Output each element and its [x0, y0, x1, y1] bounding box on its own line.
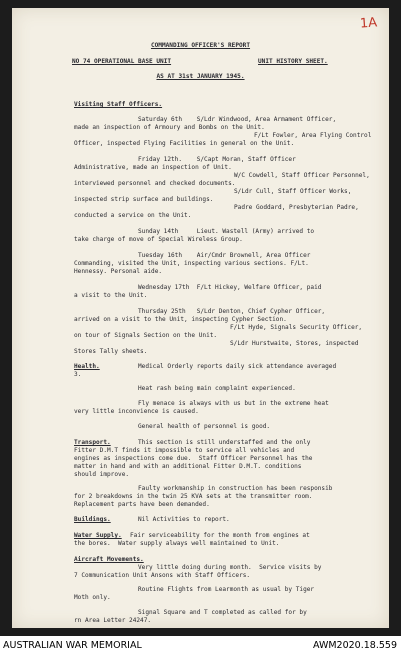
text-line: arrived on a visit to the Unit, inspecting Cypher Section. [74, 316, 287, 323]
text-line: inspected strip surface and buildings. [74, 196, 214, 203]
text-line: 3. [74, 371, 82, 378]
text-line: This section is still understaffed and the only [138, 439, 311, 446]
text-line: Routine Flights from Learmonth as usual by Tiger [138, 586, 315, 593]
archive-footer [0, 636, 401, 653]
text-line: engines as inspections come due. Staff Officer Personnel has the [74, 455, 313, 462]
text-line: General health of personnel is good. [138, 423, 271, 430]
text-line: Commanding, visited the Unit, inspecting various sections. F/Lt. [74, 260, 309, 267]
text-line: the bores. Water supply always well maintained to Unit. [74, 540, 280, 547]
text-line: a visit to the Unit. [74, 292, 148, 299]
archive-name: AUSTRALIAN WAR MEMORIAL [3, 640, 142, 651]
text-line: Friday 12th. S/Capt Moran, Staff Officer [138, 156, 296, 163]
text-line: Sunday 14th Lieut. Wastell (Army) arrived to [138, 228, 315, 235]
text-line: Nil Activities to report. [138, 516, 230, 523]
section-buildings: Buildings. [74, 516, 111, 523]
text-line: Fair serviceability for the month from engines at [130, 532, 310, 539]
text-line: Administrative, made an inspection of Unit. [74, 164, 232, 171]
text-line: Wednesday 17th F/Lt Hickey, Welfare Officer, paid [138, 284, 322, 291]
text-line: Faulty workmanship in construction has been responsib [138, 485, 333, 492]
text-line: W/C Cowdell, Staff Officer Personnel, [234, 172, 370, 179]
section-health: Health. [74, 363, 100, 370]
text-line: Fitter D.M.T finds it impossible to service all vehicles and [74, 447, 295, 454]
text-line: made an inspection of Armoury and Bombs on the Unit. [74, 124, 265, 131]
text-line: interviewed personnel and checked documents. [74, 180, 236, 187]
text-line: Tuesday 16th Air/Cmdr Brownell, Area Officer [138, 252, 311, 259]
document-page [12, 8, 389, 628]
report-title: COMMANDING OFFICER'S REPORT [150, 42, 251, 49]
text-line: rn Area Letter 24247. [74, 617, 152, 624]
text-line: conducted a service on the Unit. [74, 212, 192, 219]
text-line: on tour of Signals Section on the Unit. [74, 332, 218, 339]
text-line: very little inconvience is caused. [74, 408, 199, 415]
text-line: Padre Goddard, Presbyterian Padre, [234, 204, 359, 211]
text-line: should improve. [74, 471, 130, 478]
text-line: F/Lt Fowler, Area Flying Control [254, 132, 372, 139]
text-line: Hennessy. Personal aide. [74, 268, 163, 275]
text-line: Officer, inspected Flying Facilities in general on the Unit. [74, 140, 295, 147]
section-visiting-staff: Visiting Staff Officers. [74, 101, 163, 108]
folio-number: 1A [359, 15, 378, 32]
text-line: matter in hand and with an additional Fitter D.M.T. conditions [74, 463, 302, 470]
archive-reference: AWM2020.18.559 [312, 640, 397, 651]
unit-name: NO 74 OPERATIONAL BASE UNIT [72, 58, 172, 65]
text-line: Fly menace is always with us but in the extreme heat [138, 400, 329, 407]
history-sheet-label: UNIT HISTORY SHEET. [258, 58, 328, 65]
text-line: Saturday 6th S/Ldr Windwood, Area Armament Officer, [138, 116, 337, 123]
section-water-supply: Water Supply. [74, 532, 122, 539]
text-line: Very little doing during month. Service visits by [138, 564, 322, 571]
text-line: Stores Tally sheets. [74, 348, 148, 355]
section-aircraft-movements: Aircraft Movements. [74, 556, 144, 563]
text-line: S/Ldr Hurstwaite, Stores, inspected [230, 340, 359, 347]
text-line: Moth only. [74, 594, 111, 601]
text-line: 7 Communication Unit Ansons with Staff Officers. [74, 572, 251, 579]
text-line: F/Lt Hyde, Signals Security Officer, [230, 324, 363, 331]
text-line: take charge of move of Special Wireless Group. [74, 236, 243, 243]
text-line: Thursday 25th S/Ldr Denton, Chief Cypher Officer, [138, 308, 326, 315]
section-transport: Transport. [74, 439, 111, 446]
text-line: S/Ldr Cull, Staff Officer Works, [234, 188, 352, 195]
report-date: AS AT 31st JANUARY 1945. [156, 73, 245, 80]
text-line: Replacement parts have been demanded. [74, 501, 210, 508]
text-line: for 2 breakdowns in the twin 25 KVA sets at the transmitter room. [74, 493, 313, 500]
text-line: Medical Orderly reports daily sick attendance averaged [138, 363, 337, 370]
text-line: Signal Square and T completed as called for by [138, 609, 307, 616]
text-line: Heat rash being main complaint experienced. [138, 385, 296, 392]
